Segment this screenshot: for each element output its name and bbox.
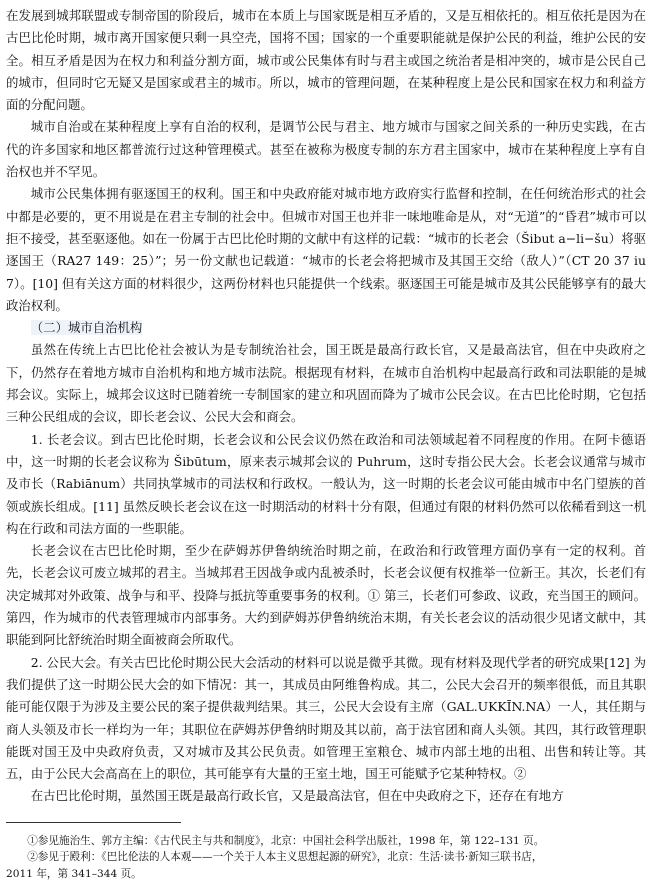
body-paragraph: 城市自治或在某种程度上享有自治的权利，是调节公民与君主、地方城市与国家之间关系的一种历史实践，在古代的许多国家和地区都普流行过这种管理模式。甚至在被称为极度专制的东方君主国家中，城市在某种程度上享有自治权也并不罕见。 [6, 119, 646, 180]
footnote-continuation: 2011 年，第 341–344 页。 [6, 867, 142, 880]
footnote: ①参见施治生、郭方主编：《古代民主与共和制度》，北京：中国社会科学出版社，1998 年，第 122–131 页。 [27, 834, 545, 847]
body-paragraph: 城市公民集体拥有驱逐国王的权利。国王和中央政府能对城市地方政府实行监督和控制，在任何统治形式的社会中都是必要的，更不用说是在君主专制的社会中。但城市对国王也并非一味地唯命是从，对“无道”的“昏君”城市可以拒不接受，甚至驱逐他。如在一份属于古巴比伦时期的文献中有这样的记载：“城市的长老会（Šibut a−li−šu）将驱逐国王（RA27 149：25）”；另一份文献也记载道：“城市的长老会将把城市及其国王交给（敌人）”（CT 20 37 iu 7）。[10] 但有关这方面的材料很少，这两份材料也只能提供一个线索。驱逐国王可能是城市及其公民能够享有的最大政治权利。 [6, 186, 646, 313]
body-paragraph: 长老会议在古巴比伦时期，至少在萨姆苏伊鲁纳统治时期之前，在政治和行政管理方面仍享有一定的权利。首先，长老会议可废立城邦的君主。当城邦君王因战争或内乱被杀时，长老会议便有权推举一位新王。其次，长老们有决定城邦对外政策、战争与和平、投降与抵抗等重要事务的权利。① 第三，长老们可参政、议政，充当国王的顾问。第四，作为城市的代表管理城市内部事务。大约到萨姆苏伊鲁纳统治末期，有关长老会议的活动很少见诸文献中，其职能到阿比舒统治时期全面被商会所取代。 [6, 543, 646, 648]
footnote-divider [6, 822, 181, 823]
body-paragraph: 虽然在传统上古巴比伦社会被认为是专制统治社会，国王既是最高行政长官，又是最高法官，但在中央政府之下，仍然存在着地方城市自治机构和地方城市法院。根据现有材料，在城市自治机构中起最高行政和司法职能的是城邦会议。实际上，城邦会议这时已随着统一专制国家的建立和巩固而降为了城市公民会议。在古巴比伦时期，它包括三种公民组成的会议，即长老会议、公民大会和商会。 [6, 342, 646, 425]
body-paragraph: 1. 长老会议。到古巴比伦时期，长老会议和公民会议仍然在政治和司法领域起着不同程度的作用。在阿卡德语中，这一时期的长老会议称为 Šibūtum，原来表示城邦会议的 Puhrum，这时专指公民大会。长老会议通常与城市及市长（Rabiānum）共同执掌城市的司法权和行政权。一般认为，这一时期的长老会议可能由城市中名门望族的首领或族长组成。[11] 虽然反映长老会议在这一时期活动的材料十分有限，但通过有限的材料仍然可以依稀看到这一机构在行政和司法方面的一些职能。 [6, 431, 646, 536]
section-heading [6, 317, 646, 339]
body-paragraph: 在古巴比伦时期，虽然国王既是最高行政长官，又是最高法官，但在中央政府之下，还存在有地方 [30, 788, 564, 804]
body-paragraph: 在发展到城邦联盟或专制帝国的阶段后，城市在本质上与国家既是相互矛盾的，又是互相依托的。相互依托是因为在古巴比伦时期，城市离开国家便只剩一具空壳，国将不国；国家的一个重要职能就是保护公民的利益，维护公民的安全。相互矛盾是因为在权力和利益分割方面，城市或公民集体有时与君主或国之统治者是相冲突的，城市是公民自己的城市，但同时它无疑又是国家或君主的城市。所以，城市的管理问题，在某种程度上是公民和国家在权力和利益方面的分配问题。 [6, 8, 646, 113]
section-heading-text: （二）城市自治机构 [30, 320, 143, 336]
footnote: ②参见于殿利：《巴比伦法的人本观——一个关于人本主义思想起源的研究》，北京：生活·读书·新知三联书店， [27, 851, 543, 864]
body-paragraph: 2. 公民大会。有关古巴比伦时期公民大会活动的材料可以说是微乎其微。现有材料及现代学者的研究成果[12] 为我们提供了这一时期公民大会的如下情况：其一，其成员由阿维鲁构成。其二，公民大会召开的频率很低，而且其职能可能仅限于为涉及主要公民的案子提供裁判结果。其三，公民大会设有主席（GAL.UKKĪN.NA）一人，其任期与商人头领及市长一样均为一年；其职位在萨姆苏伊鲁纳时期及其以前，高于法官团和商人头领。其四，其行政管理职能既对国王及中央政府负责，又对城市及其公民负责。如管理王室粮仓、城市内部土地的出租、出售和转让等。其五，由于公民大会高高在上的职位，其可能享有大量的王室土地，国王可能赋予它某种特权。② [6, 654, 646, 782]
